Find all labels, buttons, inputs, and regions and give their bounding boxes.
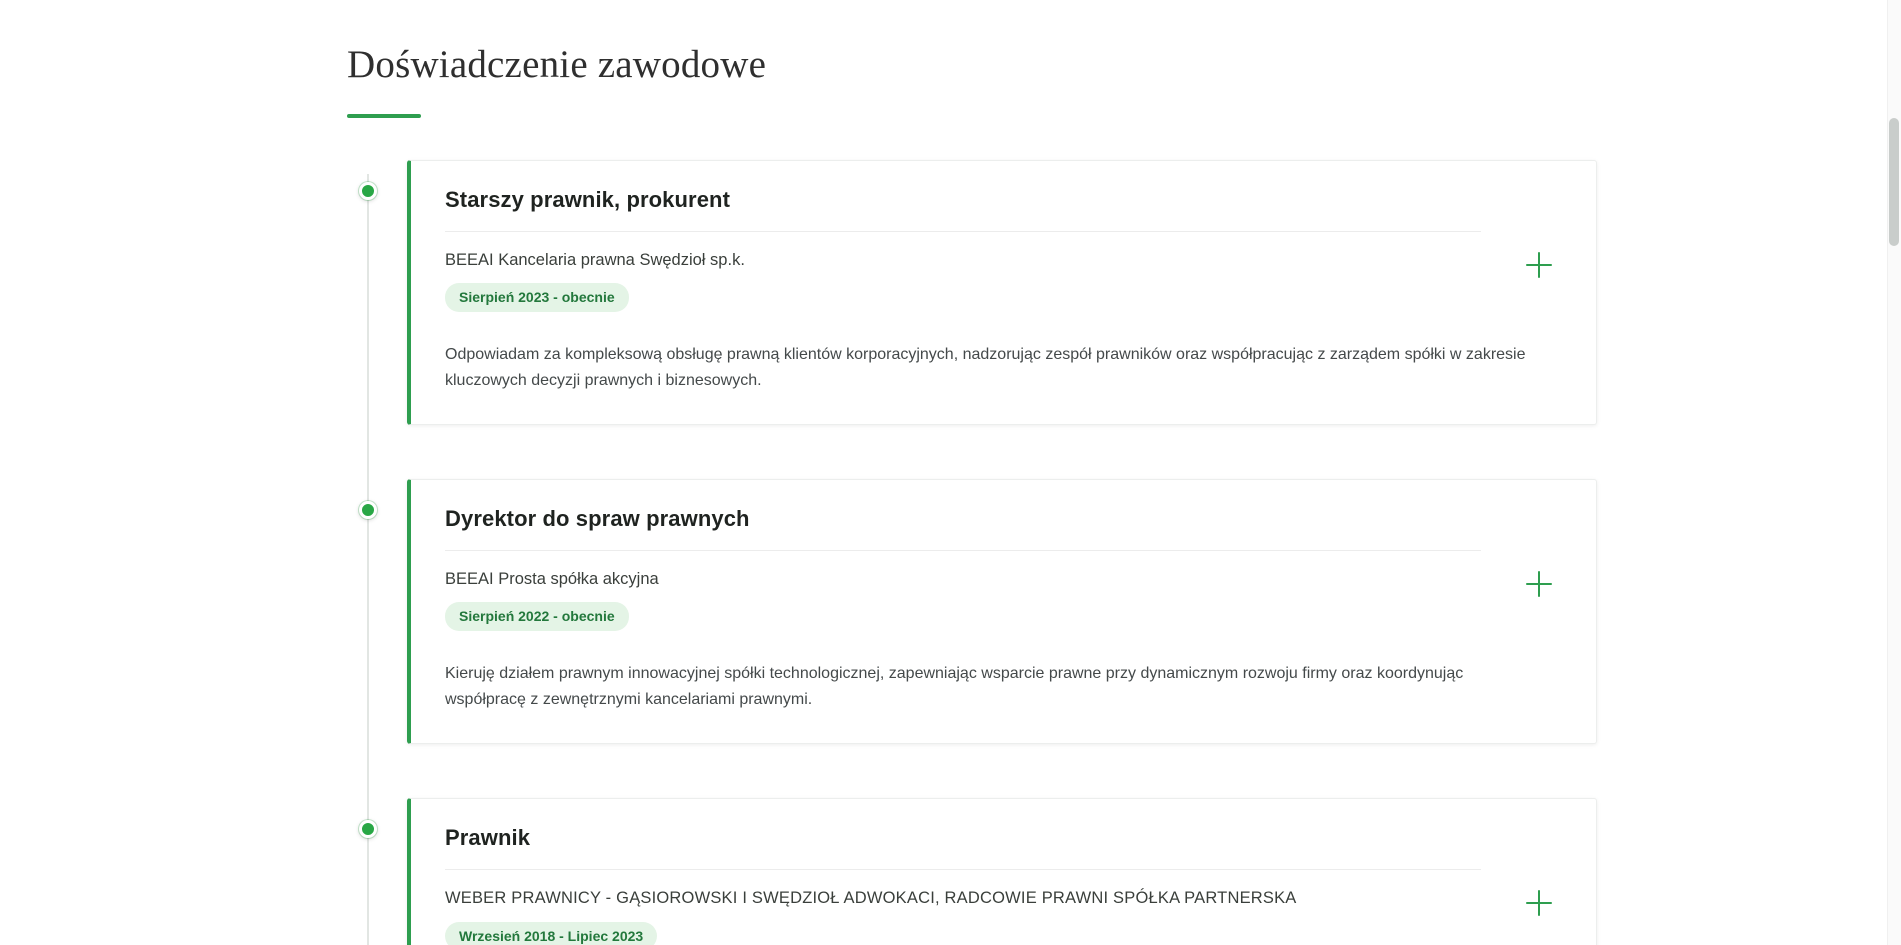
- timeline-dot-icon: [359, 820, 377, 838]
- card-meta-left: [445, 888, 1498, 945]
- plus-icon[interactable]: [1522, 248, 1556, 282]
- timeline-entry: [347, 479, 1597, 744]
- job-description: Odpowiadam za kompleksową obsługę prawną klientów korporacyjnych, nadzorując zespół prawników oraz współpracując z zarządem spółki w zakresie kluczowych decyzji prawnych i biznesowych.: [445, 346, 1526, 390]
- job-title: Dyrektor do spraw prawnych: [445, 506, 750, 532]
- card-meta-left: [445, 250, 1498, 312]
- date-badge: Sierpień 2022 - obecnie: [445, 602, 629, 631]
- experience-card[interactable]: [407, 160, 1597, 425]
- timeline-entry: [347, 160, 1597, 425]
- card-divider: [445, 231, 1481, 232]
- job-title: Prawnik: [445, 825, 531, 851]
- scrollbar-thumb[interactable]: [1889, 118, 1899, 246]
- company-name: WEBER PRAWNICY - GĄSIOROWSKI I SWĘDZIOŁ ADWOKACI, RADCOWIE PRAWNI SPÓŁKA PARTNERSKA: [445, 889, 1297, 908]
- company-name: BEEAI Prosta spółka akcyjna: [445, 570, 659, 589]
- card-meta-row: [445, 888, 1556, 945]
- experience-card[interactable]: [407, 798, 1597, 945]
- timeline-entry: [347, 798, 1597, 945]
- card-meta-left: [445, 569, 1498, 631]
- card-meta-row: [445, 250, 1556, 312]
- timeline-dot-icon: [359, 501, 377, 519]
- plus-icon[interactable]: [1522, 567, 1556, 601]
- job-title: Starszy prawnik, prokurent: [445, 187, 731, 212]
- timeline-dot-icon: [359, 182, 377, 200]
- card-divider: [445, 550, 1481, 551]
- date-badge: Sierpień 2023 - obecnie: [445, 283, 629, 312]
- card-meta-row: [445, 569, 1556, 631]
- title-underline: [347, 114, 421, 118]
- company-name: BEEAI Kancelaria prawna Swędzioł sp.k.: [445, 251, 745, 269]
- page-scrollbar[interactable]: [1887, 0, 1901, 945]
- experience-card[interactable]: [407, 479, 1597, 744]
- date-badge: Wrzesień 2018 - Lipiec 2023: [445, 922, 657, 945]
- job-description: Kieruję działem prawnym innowacyjnej spółki technologicznej, zapewniając wsparcie prawne przy dynamicznym rozwoju firmy oraz koordynując współpracę z zewnętrznymi kancelariami prawnymi.: [445, 665, 1464, 709]
- page-title: Doświadczenie zawodowe: [347, 43, 767, 86]
- plus-icon[interactable]: [1522, 886, 1556, 920]
- card-divider: [445, 869, 1481, 870]
- page-header: [347, 42, 1547, 118]
- experience-timeline: [347, 160, 1597, 945]
